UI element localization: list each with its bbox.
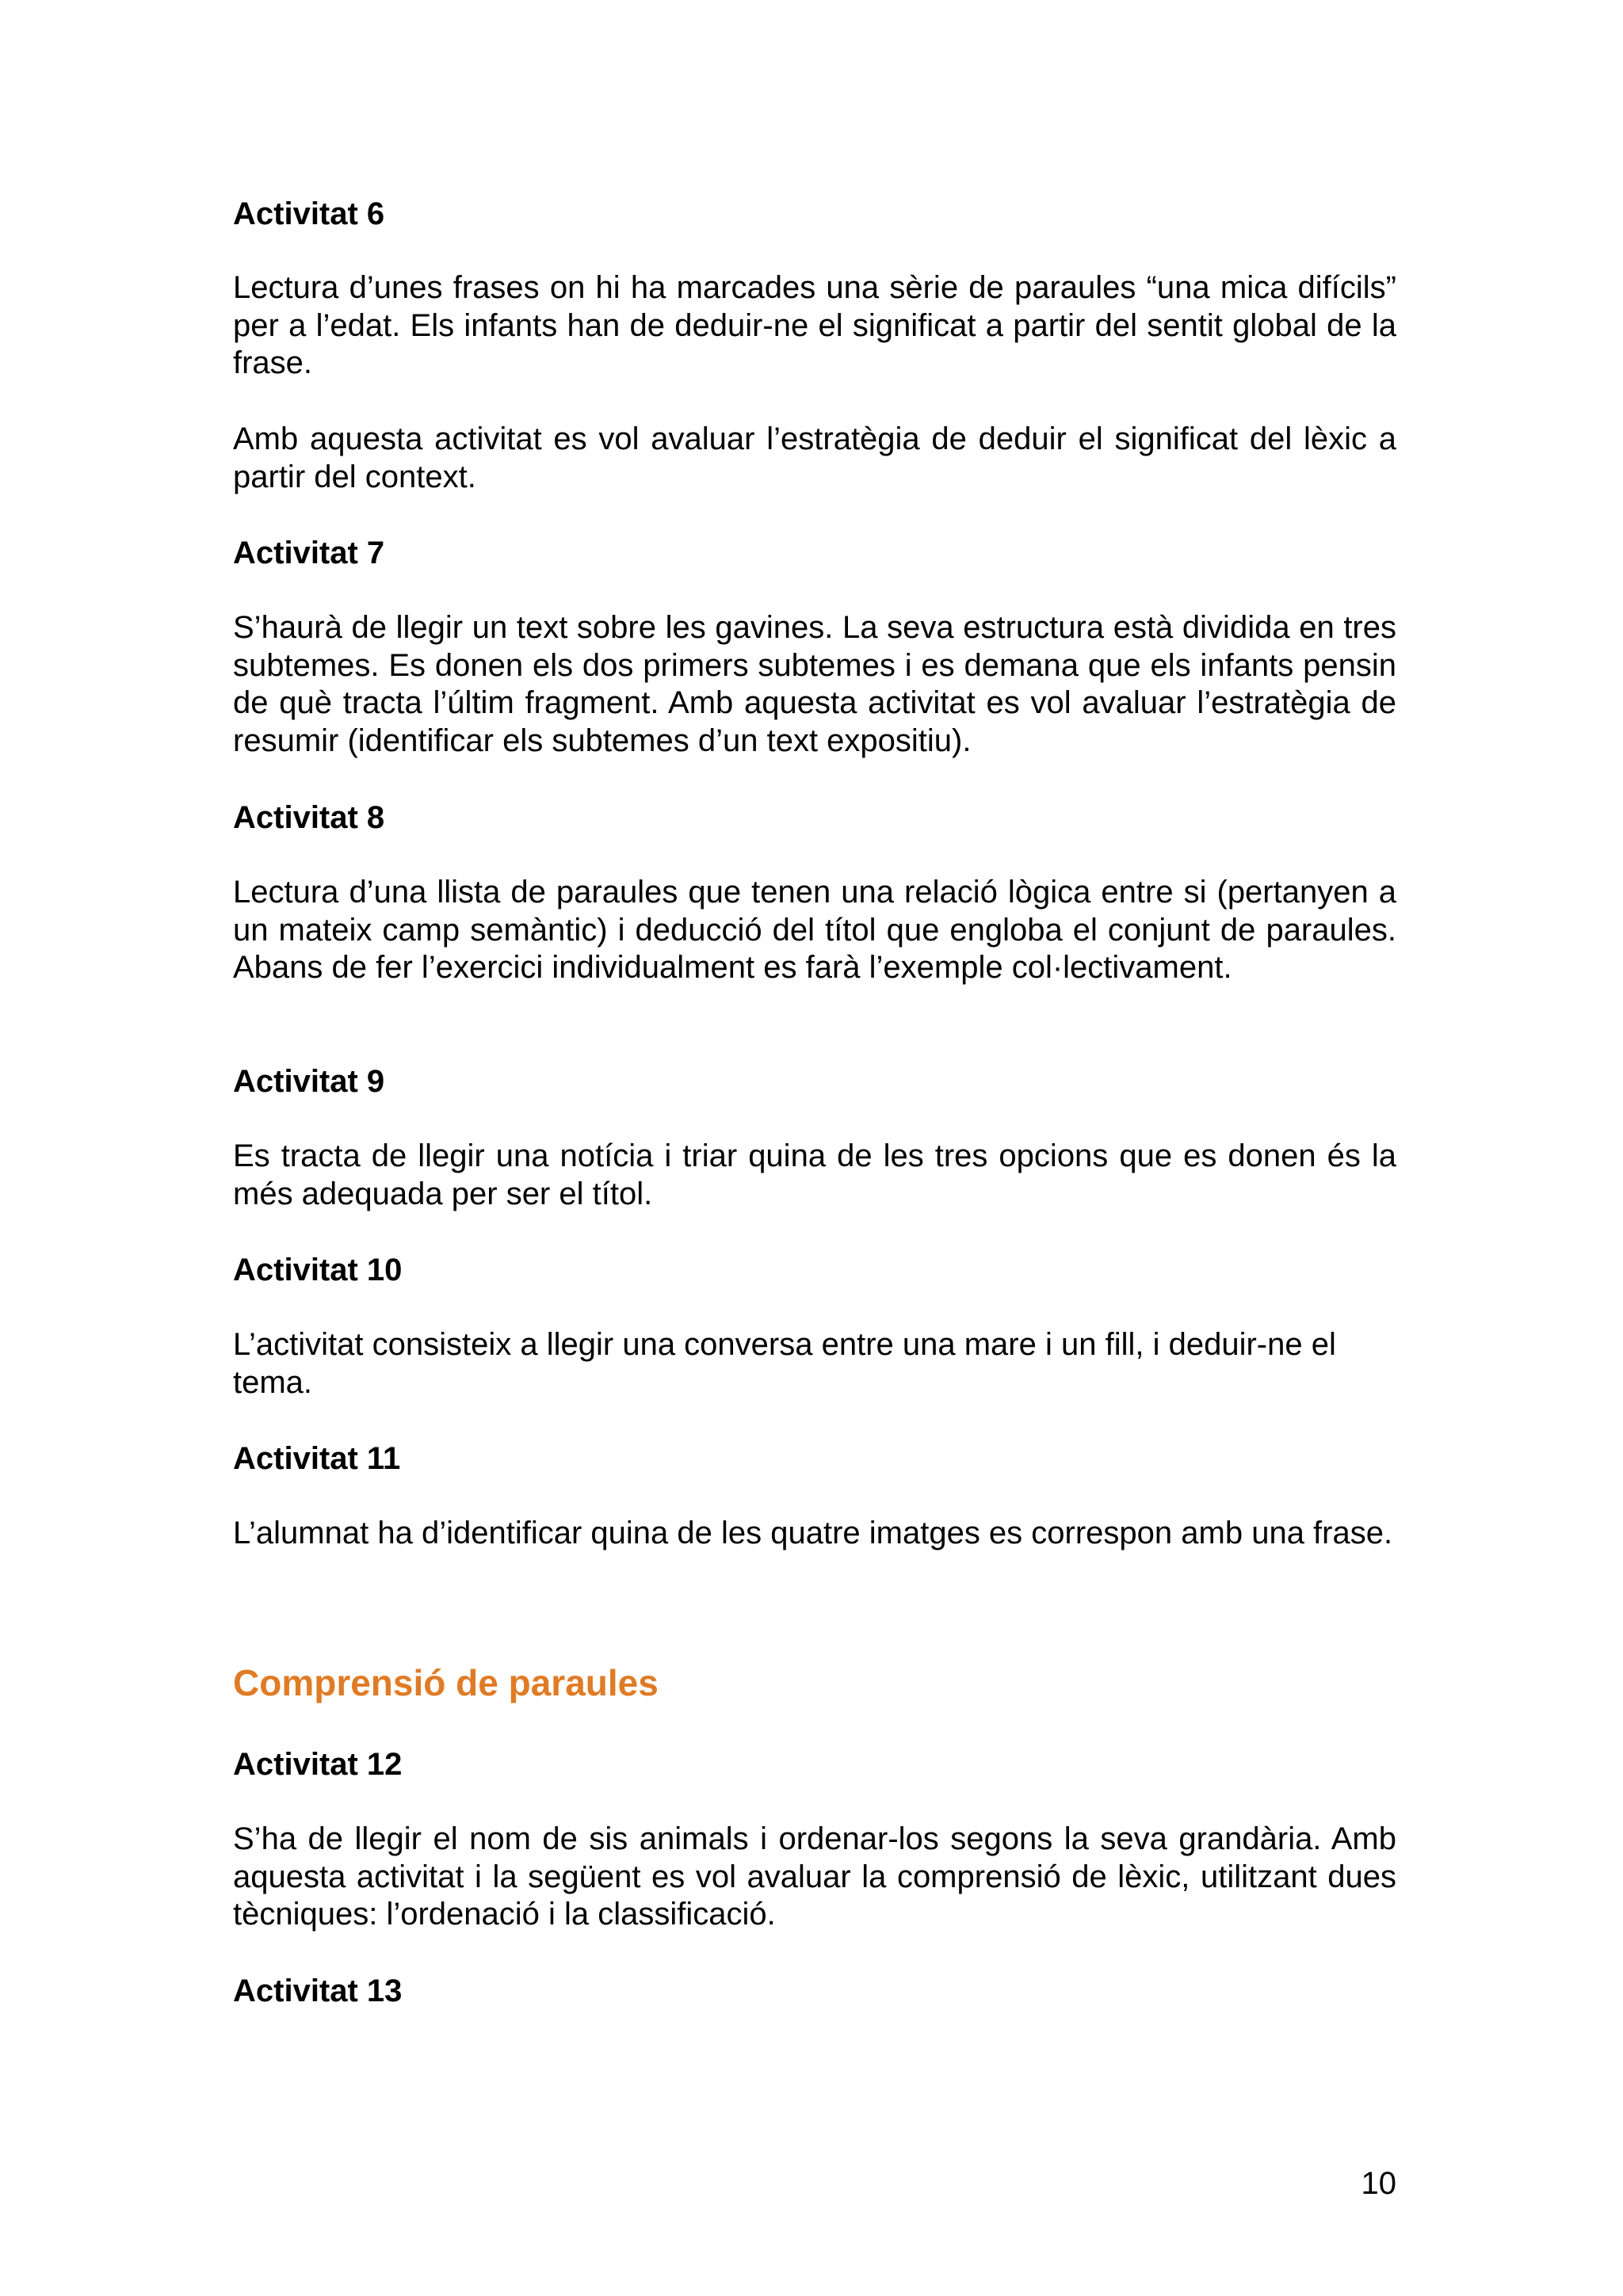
activity-12-heading: Activitat 12: [233, 1747, 403, 1782]
activity-8-heading: Activitat 8: [233, 800, 385, 835]
activity-11-heading: Activitat 11: [233, 1441, 401, 1476]
activity-6-paragraph-1: Lectura d’unes frases on hi ha marcades una sèrie de paraules “una mica difícils” per a l’edat. Els infants han de deduir-ne el significat a partir del sentit global de la frase.: [233, 270, 1396, 380]
activity-13-heading: Activitat 13: [233, 1974, 403, 2008]
activity-10-paragraph: L’activitat consisteix a llegir una conversa entre una mare i un fill, i deduir-ne el tema.: [233, 1327, 1336, 1400]
page-number: 10: [1361, 2166, 1396, 2201]
activity-7-paragraph: S’haurà de llegir un text sobre les gavines. La seva estructura està dividida en tres subtemes. Es donen els dos primers subtemes i es demana que els infants pensin de què tracta l’últim fragment. Amb aquesta activitat es vol avaluar l’estratègia de resumir (identificar els subtemes d’un text expositiu).: [233, 610, 1396, 758]
activity-9-heading: Activitat 9: [233, 1064, 385, 1099]
activity-9-paragraph: Es tracta de llegir una notícia i triar quina de les tres opcions que es donen és la més adequada per ser el títol.: [233, 1138, 1396, 1211]
activity-11-paragraph: L’alumnat ha d’identificar quina de les quatre imatges es correspon amb una frase.: [233, 1516, 1393, 1550]
activity-6-heading: Activitat 6: [233, 196, 385, 231]
activity-8-paragraph: Lectura d’una llista de paraules que tenen una relació lògica entre si (pertanyen a un mateix camp semàntic) i deducció del títol que engloba el conjunt de paraules. Abans de fer l’exercici individualment es farà l’exemple col·lectivament.: [233, 875, 1396, 985]
activity-7-heading: Activitat 7: [233, 536, 385, 570]
section-title: Comprensió de paraules: [233, 1662, 659, 1703]
activity-12-paragraph: S’ha de llegir el nom de sis animals i ordenar-los segons la seva grandària. Amb aquesta activitat i la següent es vol avaluar la comprensió de lèxic, utilitzant dues tècniques: l’ordenació i la classificació.: [233, 1821, 1396, 1932]
activity-10-heading: Activitat 10: [233, 1253, 403, 1287]
activity-6-paragraph-2: Amb aquesta activitat es vol avaluar l’estratègia de deduir el significat del lèxic a partir del context.: [233, 421, 1396, 494]
